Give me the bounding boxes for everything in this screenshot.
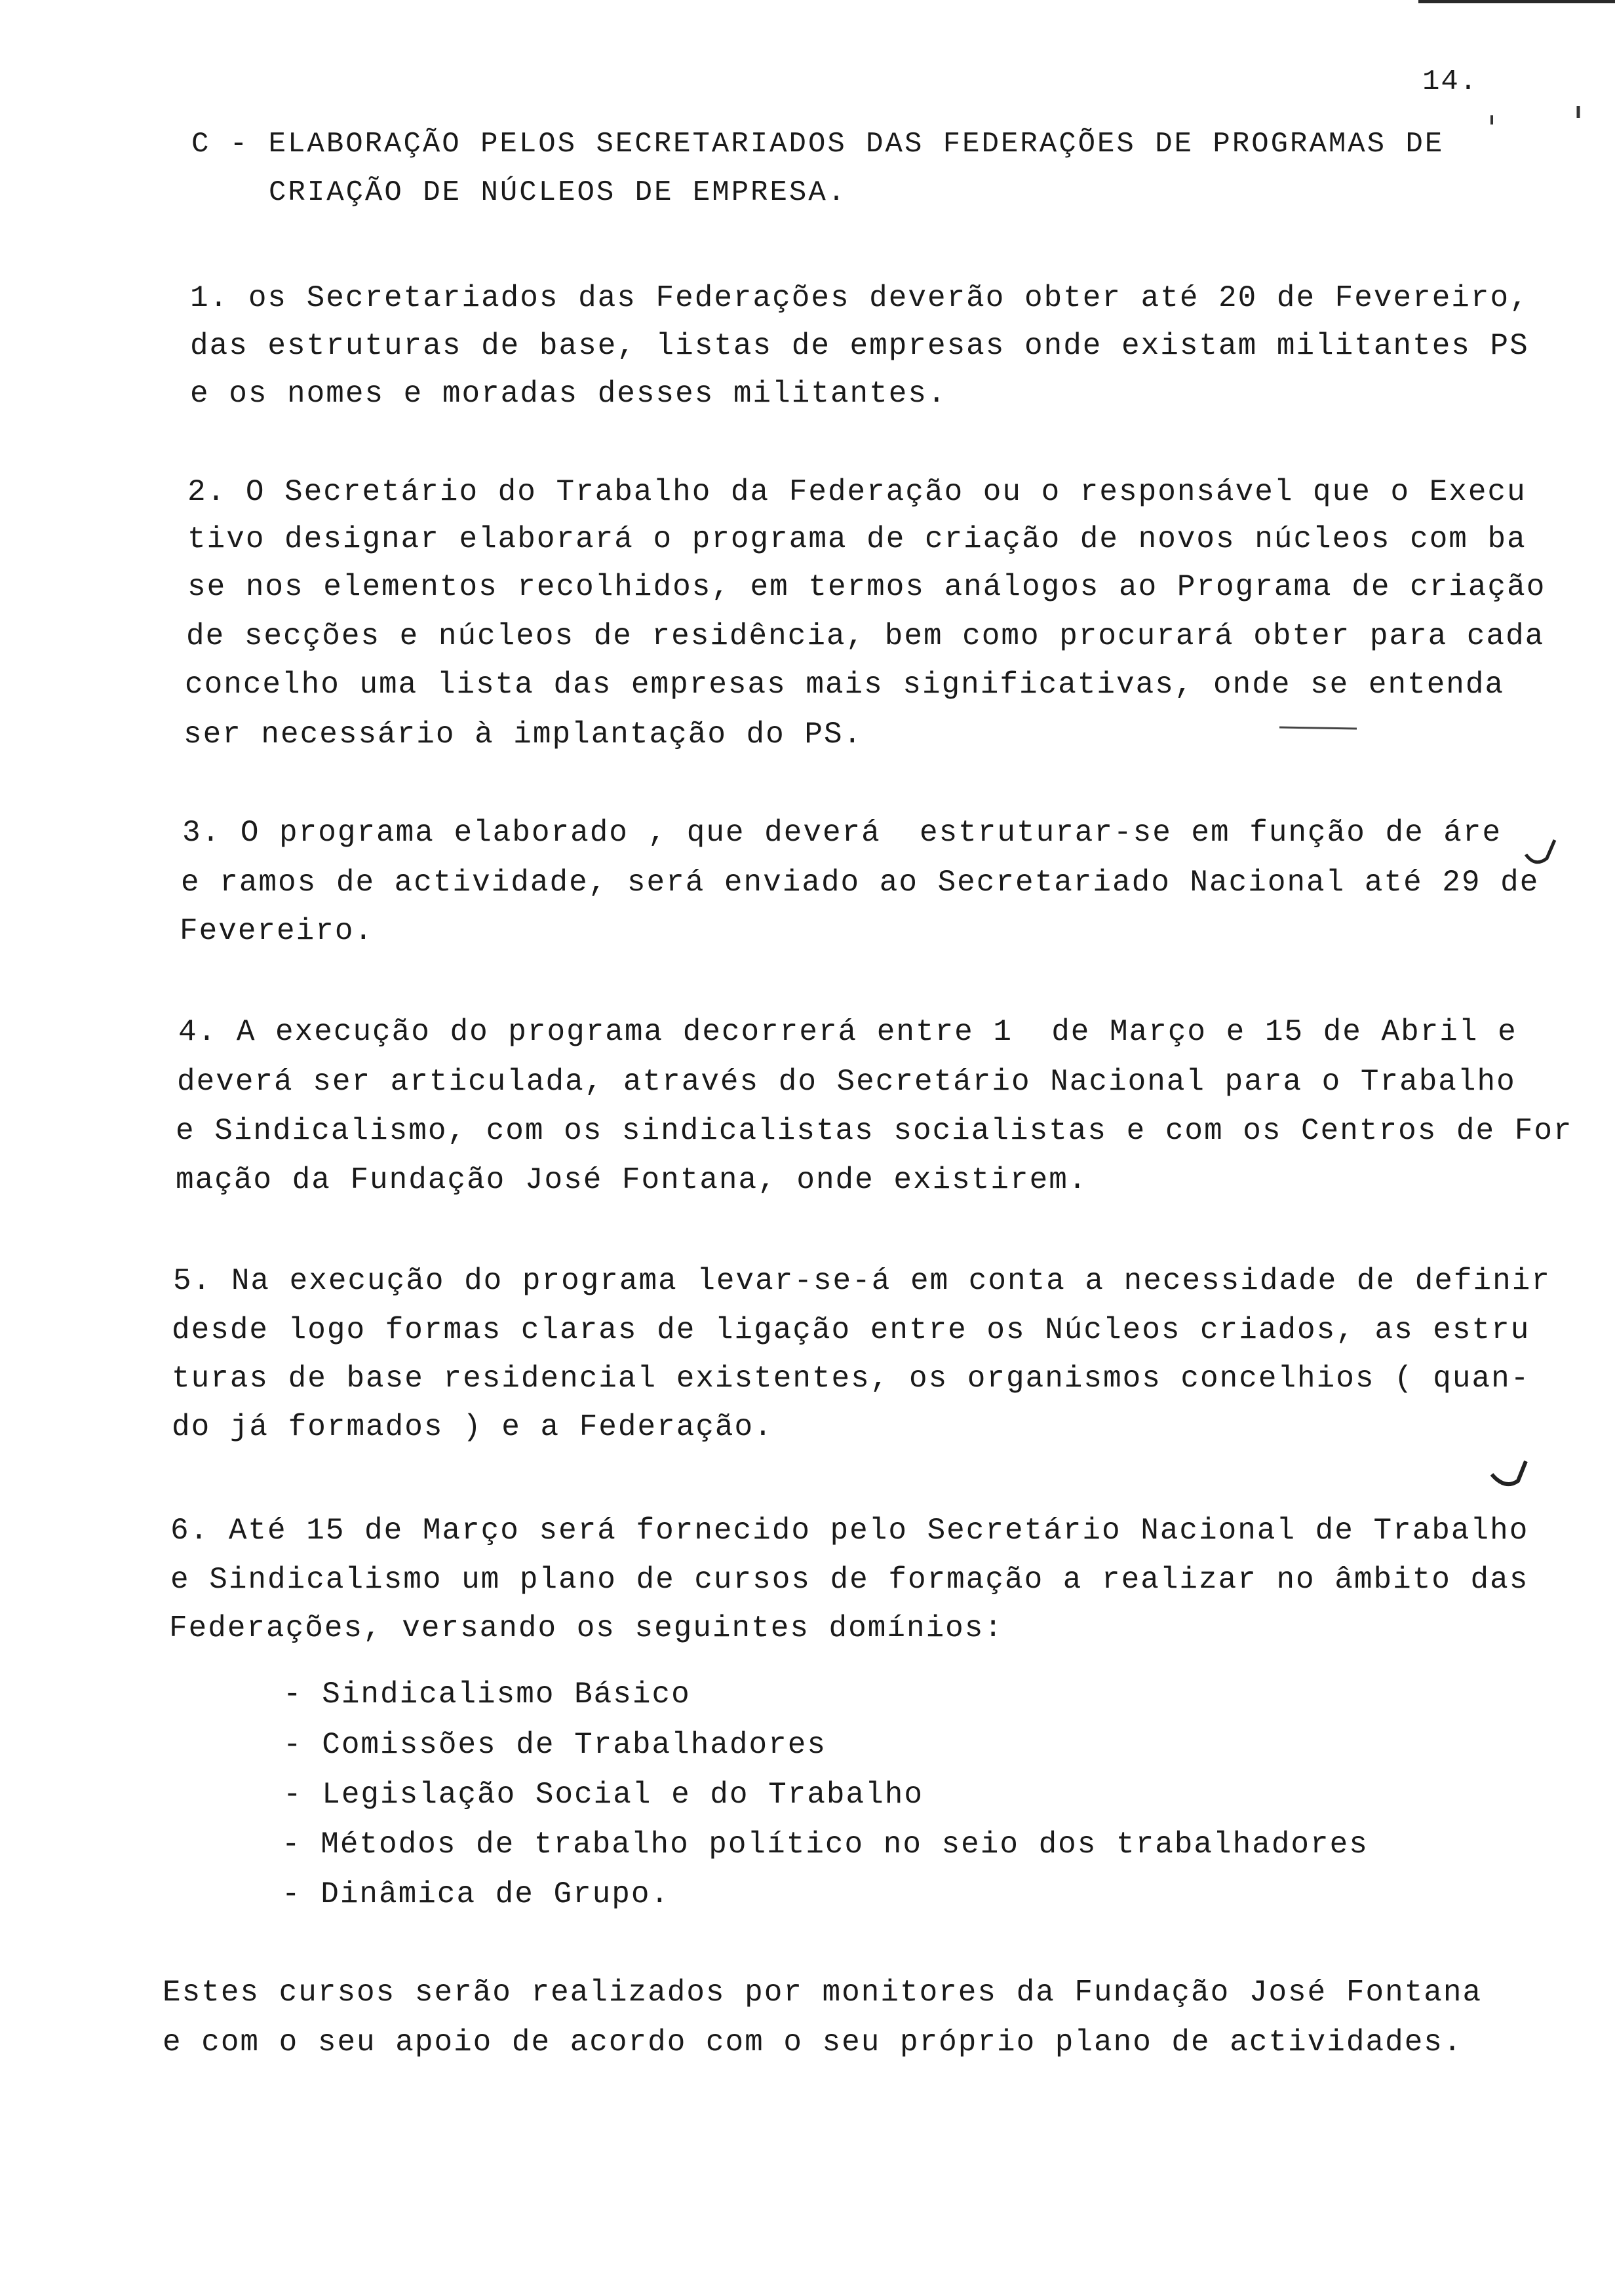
margin-mark-icon [1488,1455,1534,1494]
top-edge-rule [1418,0,1615,3]
paragraph-3-line-3: Fevereiro. [180,914,374,948]
paragraph-1-line-1: 1. os Secretariados das Federações deverão obter até 20 de Fevereiro, [190,281,1529,315]
paragraph-4-line-4: mação da Fundação José Fontana, onde existirem. [176,1163,1088,1197]
closing-line-1: Estes cursos serão realizados por monitores da Fundação José Fontana [163,1976,1483,2010]
page-number: 14. [1422,66,1479,98]
list-item: - Comissões de Trabalhadores [283,1728,827,1762]
paragraph-4-line-3: e Sindicalismo, com os sindicalistas socialistas e com os Centros de For [176,1114,1573,1148]
paragraph-1-line-2: das estruturas de base, listas de empresas onde existam militantes PS [190,329,1529,363]
margin-mark-icon [1521,832,1560,871]
underline-mark-icon [1278,721,1363,734]
paragraph-2-line-2: tivo designar elaborará o programa de criação de novos núcleos com ba [187,522,1527,556]
paragraph-5-line-4: do já formados ) e a Federação. [172,1410,773,1444]
paragraph-6-line-1: 6. Até 15 de Março será fornecido pelo Secretário Nacional de Trabalho [170,1514,1529,1548]
section-heading-line-2: CRIAÇÃO DE NÚCLEOS DE EMPRESA. [269,176,847,209]
tick-mark-icon [1487,113,1497,128]
paragraph-6-line-3: Federações, versando os seguintes domínios: [169,1611,1003,1645]
paragraph-2-line-5: concelho uma lista das empresas mais significativas, onde se entenda [185,668,1505,702]
tick-mark-icon [1572,104,1585,123]
paragraph-6-line-2: e Sindicalismo um plano de cursos de formação a realizar no âmbito das [170,1563,1529,1597]
paragraph-5-line-3: turas de base residencial existentes, os organismos concelhios ( quan- [172,1362,1530,1396]
paragraph-3-line-1: 3. O programa elaborado , que deverá estruturar-se em função de áre [182,816,1502,850]
paragraph-2-line-4: de secções e núcleos de residência, bem como procurará obter para cada [186,619,1545,653]
paragraph-2-line-3: se nos elementos recolhidos, em termos análogos ao Programa de criação [187,570,1546,604]
paragraph-1-line-3: e os nomes e moradas desses militantes. [190,377,947,411]
paragraph-5-line-2: desde logo formas claras de ligação entre os Núcleos criados, as estru [172,1313,1530,1347]
paragraph-3-line-2: e ramos de actividade, será enviado ao Secretariado Nacional até 29 de [181,866,1540,900]
list-item: - Métodos de trabalho político no seio dos trabalhadores [282,1827,1369,1862]
paragraph-2-line-6: ser necessário à implantação do PS. [184,718,863,752]
paragraph-4-line-1: 4. A execução do programa decorrerá entre 1 de Março e 15 de Abril e [178,1015,1517,1049]
paragraph-4-line-2: deverá ser articulada, através do Secretário Nacional para o Trabalho [177,1065,1516,1099]
list-item: - Dinâmica de Grupo. [282,1877,671,1911]
section-heading-line-1: C - ELABORAÇÃO PELOS SECRETARIADOS DAS FEDERAÇÕES DE PROGRAMAS DE [191,128,1445,161]
closing-line-2: e com o seu apoio de acordo com o seu próprio plano de actividades. [163,2025,1463,2059]
list-item: - Sindicalismo Básico [283,1677,691,1712]
paragraph-2-line-1: 2. O Secretário do Trabalho da Federação ou o responsável que o Execu [187,475,1527,509]
list-item: - Legislação Social e do Trabalho [283,1778,924,1812]
paragraph-5-line-1: 5. Na execução do programa levar-se-á em conta a necessidade de definir [173,1264,1551,1298]
